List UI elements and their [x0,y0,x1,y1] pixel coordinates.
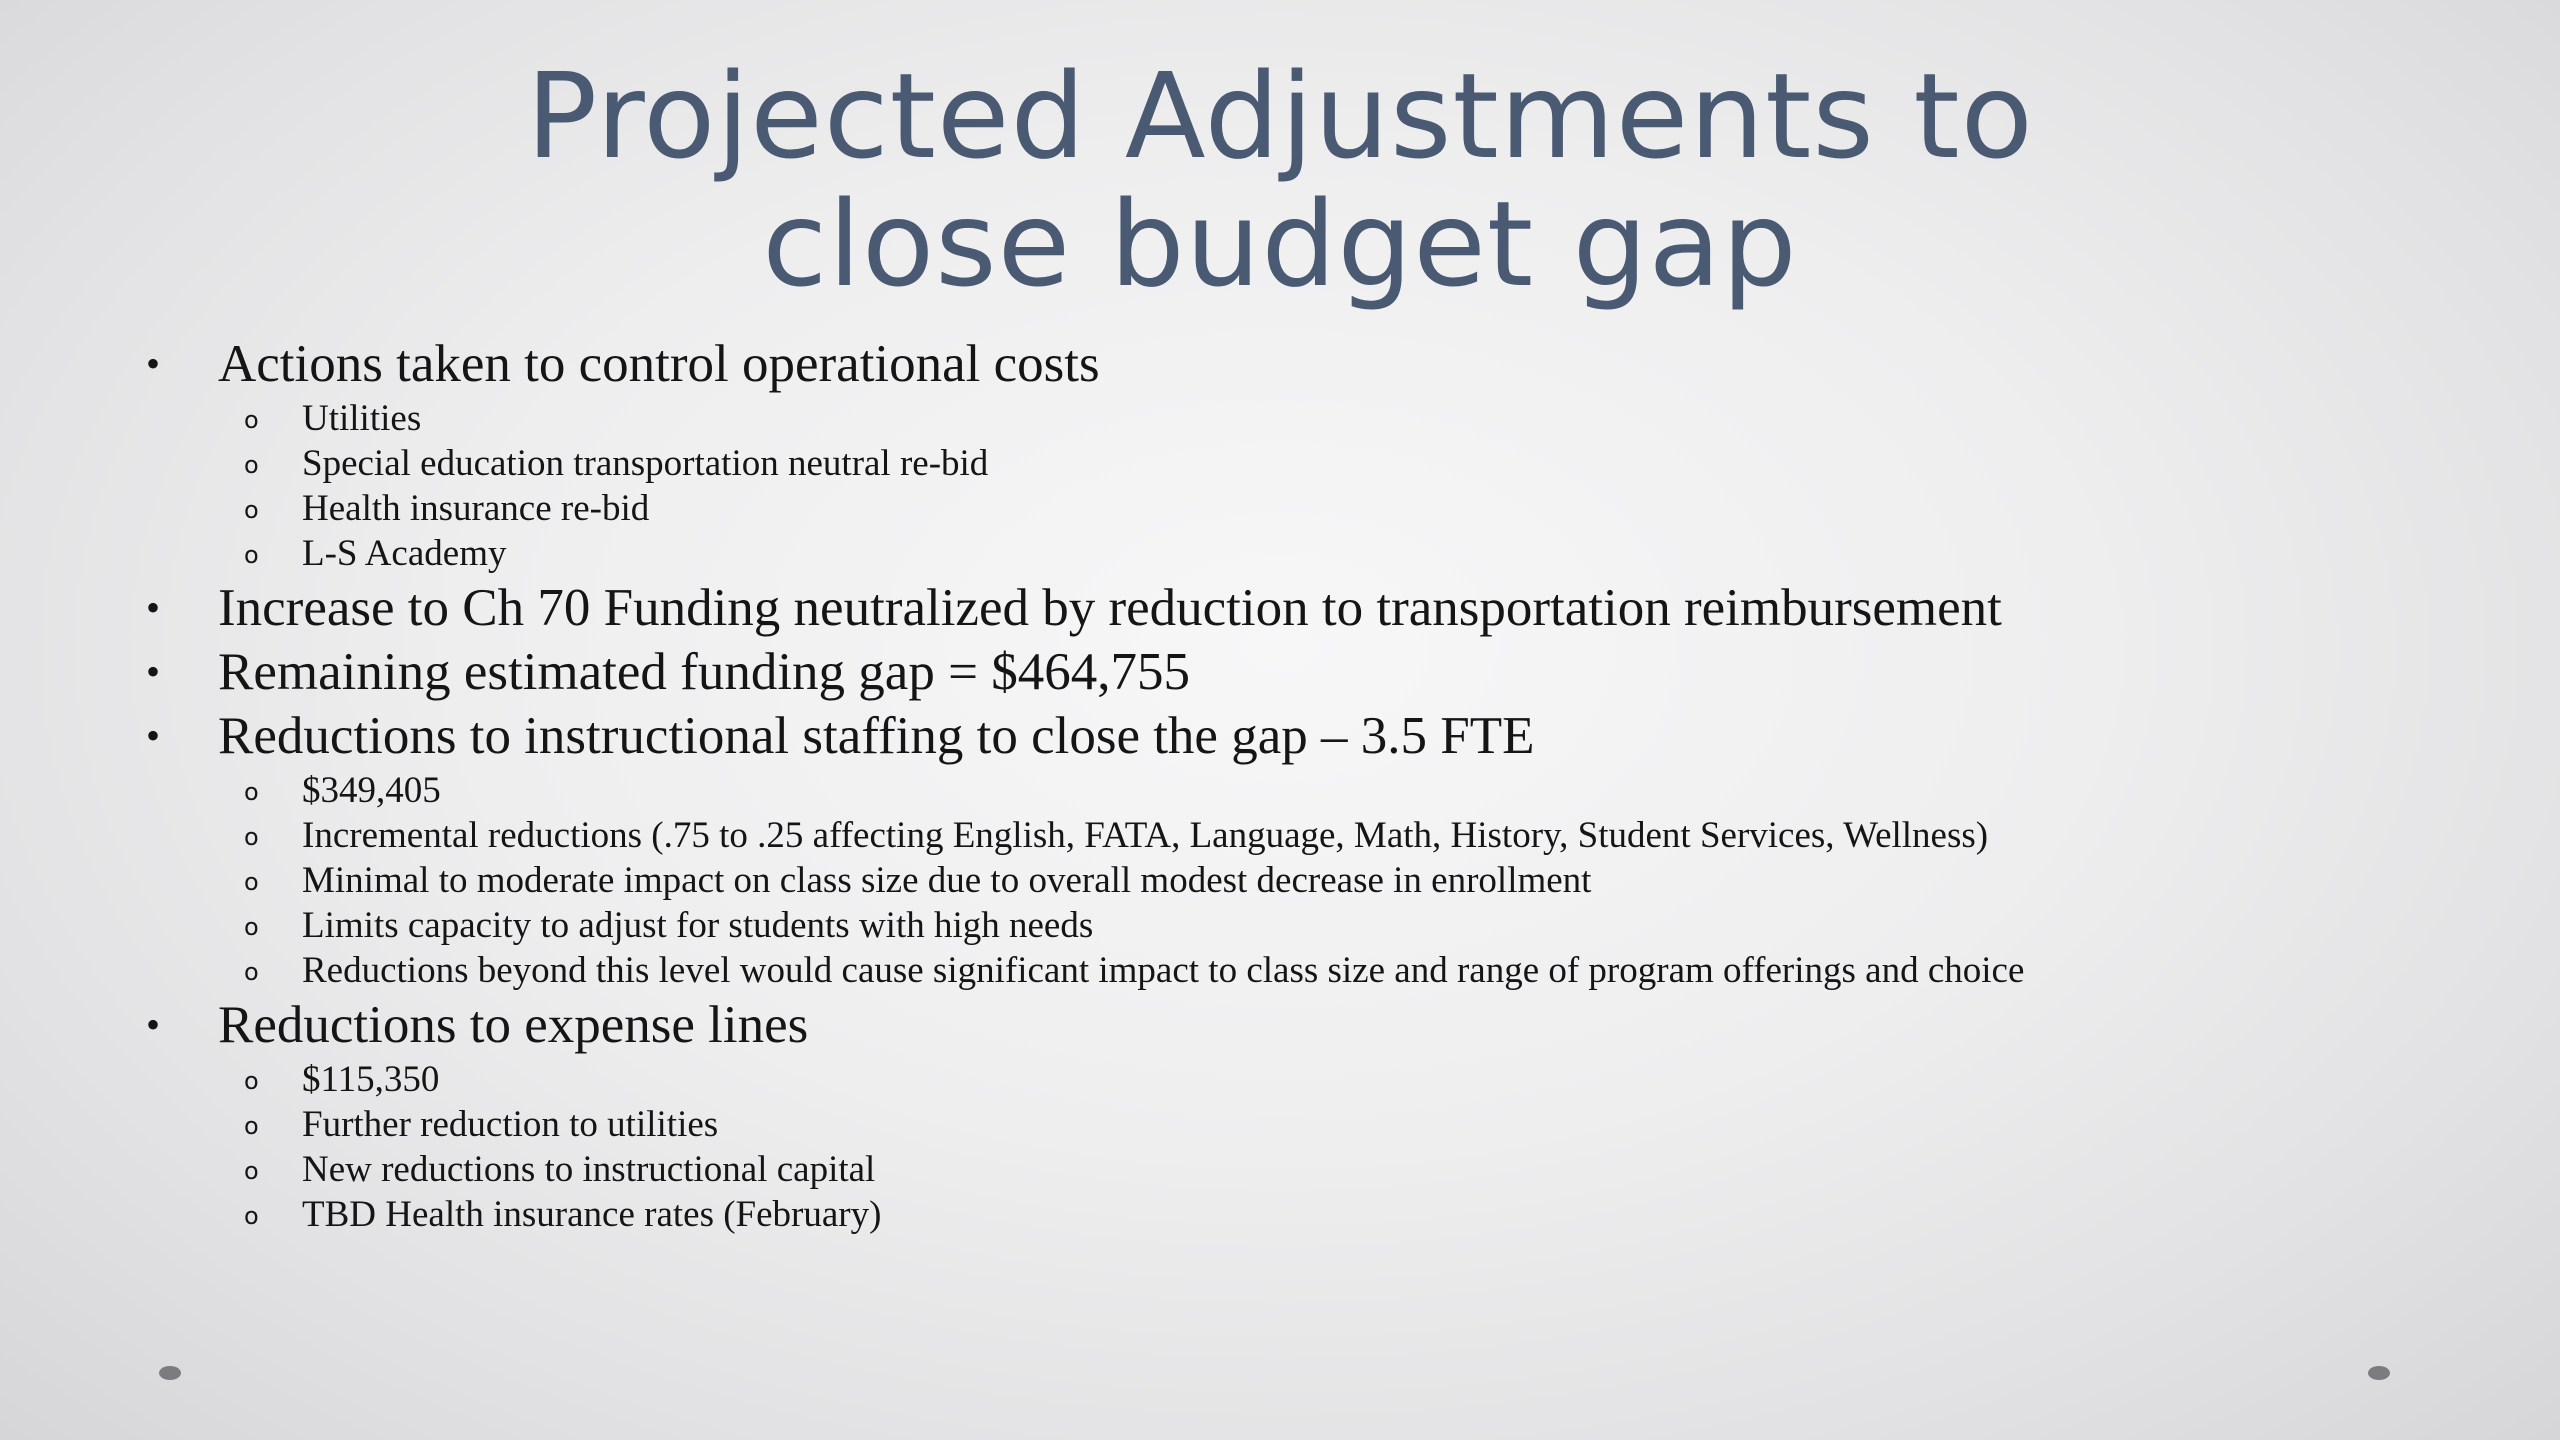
sub-bullet-text: Further reduction to utilities [302,1104,719,1145]
sub-bullet-text: New reductions to instructional capital [302,1149,876,1190]
sub-bullet-item [0,1102,2560,1147]
sub-bullet-text: Health insurance re-bid [302,488,650,529]
bullet-text: Actions taken to control operational costs [218,335,1100,393]
sub-bullet-text: $115,350 [302,1059,440,1100]
sub-bullet-icon: o [244,913,259,941]
sub-bullet-icon: o [244,778,259,806]
sub-bullet-icon: o [244,1157,259,1185]
sub-bullet-text: L-S Academy [302,533,507,574]
sub-bullet-item [0,903,2560,948]
sub-bullet-item [0,948,2560,993]
bullet-text: Remaining estimated funding gap = $464,755 [218,643,1190,701]
sub-bullet-icon: o [244,406,259,434]
bullet-text: Reductions to expense lines [218,996,809,1054]
bullet-icon: • [146,341,161,386]
sub-bullet-text: Incremental reductions (.75 to .25 affecting English, FATA, Language, Math, History, Student Services, Wellness) [302,815,1989,856]
right-decorative-dot [2368,1366,2390,1380]
sub-bullet-item [0,486,2560,531]
sub-bullet-item [0,1192,2560,1237]
bullet-item [0,332,2560,396]
sub-bullet-text: Minimal to moderate impact on class size due to overall modest decrease in enrollment [302,860,1592,901]
bullet-icon: • [146,1002,161,1047]
bullet-text: Increase to Ch 70 Funding neutralized by reduction to transportation reimbursement [218,579,2002,637]
slide-title-line-1: Projected Adjustments to [526,47,2034,185]
sub-bullet-icon: o [244,541,259,569]
bullet-list [0,332,2560,1237]
sub-bullet-text: TBD Health insurance rates (February) [302,1194,882,1235]
bullet-icon: • [146,649,161,694]
sub-bullet-item [0,858,2560,903]
sub-bullet-text: Special education transportation neutral re-bid [302,443,989,484]
sub-bullet-item [0,1057,2560,1102]
sub-bullet-text: Utilities [302,398,422,439]
sub-bullet-item [0,813,2560,858]
bullet-item [0,704,2560,768]
sub-bullet-icon: o [244,1067,259,1095]
bullet-icon: • [146,713,161,758]
slide-title-line-2: close budget gap [762,175,1798,313]
sub-bullet-item [0,531,2560,576]
left-decorative-dot [159,1366,181,1380]
sub-bullet-text: Limits capacity to adjust for students with high needs [302,905,1094,946]
bullet-item [0,640,2560,704]
bullet-text: Reductions to instructional staffing to close the gap – 3.5 FTE [218,707,1535,765]
bullet-item [0,993,2560,1057]
sub-bullet-icon: o [244,1112,259,1140]
sub-bullet-item [0,396,2560,441]
sub-bullet-icon: o [244,1202,259,1230]
sub-bullet-item [0,768,2560,813]
sub-bullet-icon: o [244,496,259,524]
sub-bullet-item [0,1147,2560,1192]
sub-bullet-icon: o [244,868,259,896]
sub-bullet-icon: o [244,958,259,986]
bullet-icon: • [146,585,161,630]
sub-bullet-icon: o [244,451,259,479]
sub-bullet-item [0,441,2560,486]
sub-bullet-icon: o [244,823,259,851]
bullet-item [0,576,2560,640]
sub-bullet-text: $349,405 [302,770,441,811]
sub-bullet-text: Reductions beyond this level would cause significant impact to class size and range of program offerings and choice [302,950,2025,991]
slide-title [0,47,2560,313]
